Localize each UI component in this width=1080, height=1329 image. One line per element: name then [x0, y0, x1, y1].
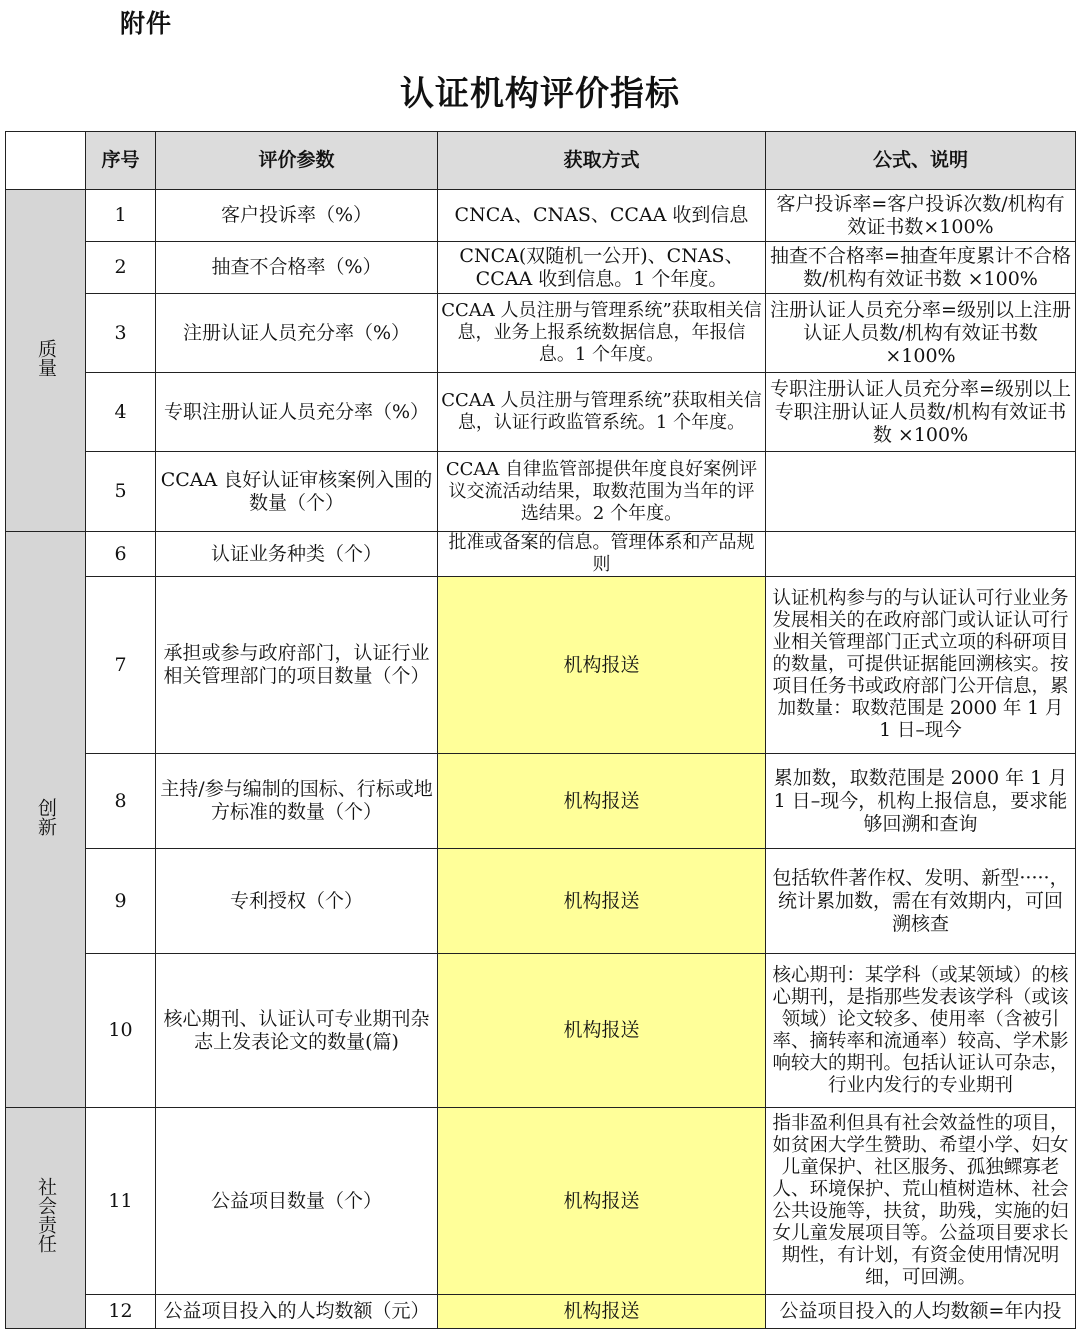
header-method: 获取方式 — [438, 132, 766, 190]
row-method: 批准或备案的信息。管理体系和产品规则 — [438, 532, 766, 577]
row-param: 主持/参与编制的国标、行标或地方标准的数量（个） — [156, 754, 438, 849]
row-param: 注册认证人员充分率（%） — [156, 294, 438, 373]
row-note: 核心期刊：某学科（或某领域）的核心期刊，是指那些发表该学科（或该领域）论文较多、使用率（含被引率、摘转率和流通率）较高、学术影响较大的期刊。包括认证认可杂志，行业内发行的专业期刊 — [766, 954, 1076, 1108]
header-formula: 公式、说明 — [766, 132, 1076, 190]
row-number: 10 — [86, 954, 156, 1108]
row-note: 抽查不合格率=抽查年度累计不合格数/机构有效证书数 ×100% — [766, 242, 1076, 294]
row-number: 8 — [86, 754, 156, 849]
table-row — [6, 754, 1076, 849]
table-row — [6, 577, 1076, 754]
header-row — [6, 132, 1076, 190]
table-row — [6, 1295, 1076, 1329]
row-number: 4 — [86, 373, 156, 452]
row-method: 机构报送 — [438, 577, 766, 754]
row-note: 公益项目投入的人均数额=年内投 — [766, 1295, 1076, 1329]
header-seq: 序号 — [86, 132, 156, 190]
attachment-label: 附件 — [120, 9, 173, 38]
row-method: 机构报送 — [438, 849, 766, 954]
row-param: 专利授权（个） — [156, 849, 438, 954]
category-social: 社会责任 — [6, 1108, 86, 1329]
row-param: 认证业务种类（个） — [156, 532, 438, 577]
row-number: 2 — [86, 242, 156, 294]
row-method: CCAA 自律监管部提供年度良好案例评议交流活动结果，取数范围为当年的评选结果。2 个年度。 — [438, 452, 766, 532]
document-title: 认证机构评价指标 — [400, 74, 680, 114]
table-row — [6, 532, 1076, 577]
row-param: 客户投诉率（%） — [156, 190, 438, 242]
row-method: CCAA 人员注册与管理系统”获取相关信息，业务上报系统数据信息，年报信息。1 个年度。 — [438, 294, 766, 373]
row-param: 核心期刊、认证认可专业期刊杂志上发表论文的数量(篇) — [156, 954, 438, 1108]
category-quality: 质量 — [6, 190, 86, 532]
row-param: 承担或参与政府部门，认证行业相关管理部门的项目数量（个） — [156, 577, 438, 754]
row-number: 1 — [86, 190, 156, 242]
row-number: 7 — [86, 577, 156, 754]
row-note: 客户投诉率=客户投诉次数/机构有效证书数×100% — [766, 190, 1076, 242]
row-method: CNCA、CNAS、CCAA 收到信息 — [438, 190, 766, 242]
header-param: 评价参数 — [156, 132, 438, 190]
row-param: 抽查不合格率（%） — [156, 242, 438, 294]
row-number: 11 — [86, 1108, 156, 1295]
row-method: CNCA(双随机一公开)、CNAS、CCAA 收到信息。1 个年度。 — [438, 242, 766, 294]
row-number: 9 — [86, 849, 156, 954]
table-row — [6, 190, 1076, 242]
row-note: 包括软件著作权、发明、新型·····，统计累加数，需在有效期内，可回溯核查 — [766, 849, 1076, 954]
row-note: 认证机构参与的与认证认可行业业务发展相关的在政府部门或认证认可行业相关管理部门正式立项的科研项目的数量，可提供证据能回溯核实。按项目任务书或政府部门公开信息，累加数量：取数范围是 2000 年 1 月 1 日–现今 — [766, 577, 1076, 754]
table-row — [6, 242, 1076, 294]
row-method: 机构报送 — [438, 954, 766, 1108]
row-number: 5 — [86, 452, 156, 532]
row-param: 专职注册认证人员充分率（%） — [156, 373, 438, 452]
table-row — [6, 373, 1076, 452]
row-param: CCAA 良好认证审核案例入围的数量（个） — [156, 452, 438, 532]
row-method: 机构报送 — [438, 754, 766, 849]
row-method: CCAA 人员注册与管理系统”获取相关信息，认证行政监管系统。1 个年度。 — [438, 373, 766, 452]
row-number: 12 — [86, 1295, 156, 1329]
row-param: 公益项目投入的人均数额（元） — [156, 1295, 438, 1329]
row-number: 6 — [86, 532, 156, 577]
row-note — [766, 532, 1076, 577]
table-row — [6, 849, 1076, 954]
row-method: 机构报送 — [438, 1295, 766, 1329]
table-row — [6, 1108, 1076, 1295]
row-number: 3 — [86, 294, 156, 373]
table-row — [6, 294, 1076, 373]
table-row — [6, 452, 1076, 532]
table-row — [6, 954, 1076, 1108]
evaluation-table — [5, 131, 1076, 1329]
row-note: 指非盈利但具有社会效益性的项目，如贫困大学生赞助、希望小学、妇女儿童保护、社区服务、孤独鳏寡老人、环境保护、荒山植树造林、社会公共设施等，扶贫，助残，实施的妇女儿童发展项目等。公益项目要求长期性，有计划，有资金使用情况明细，可回溯。 — [766, 1108, 1076, 1295]
header-category — [6, 132, 86, 190]
row-method: 机构报送 — [438, 1108, 766, 1295]
row-param: 公益项目数量（个） — [156, 1108, 438, 1295]
category-innovation: 创新 — [6, 532, 86, 1108]
row-note: 注册认证人员充分率=级别以上注册认证人员数/机构有效证书数 ×100% — [766, 294, 1076, 373]
row-note: 累加数，取数范围是 2000 年 1 月 1 日–现今，机构上报信息，要求能够回溯和查询 — [766, 754, 1076, 849]
row-note: 专职注册认证人员充分率=级别以上专职注册认证人员数/机构有效证书数 ×100% — [766, 373, 1076, 452]
row-note — [766, 452, 1076, 532]
